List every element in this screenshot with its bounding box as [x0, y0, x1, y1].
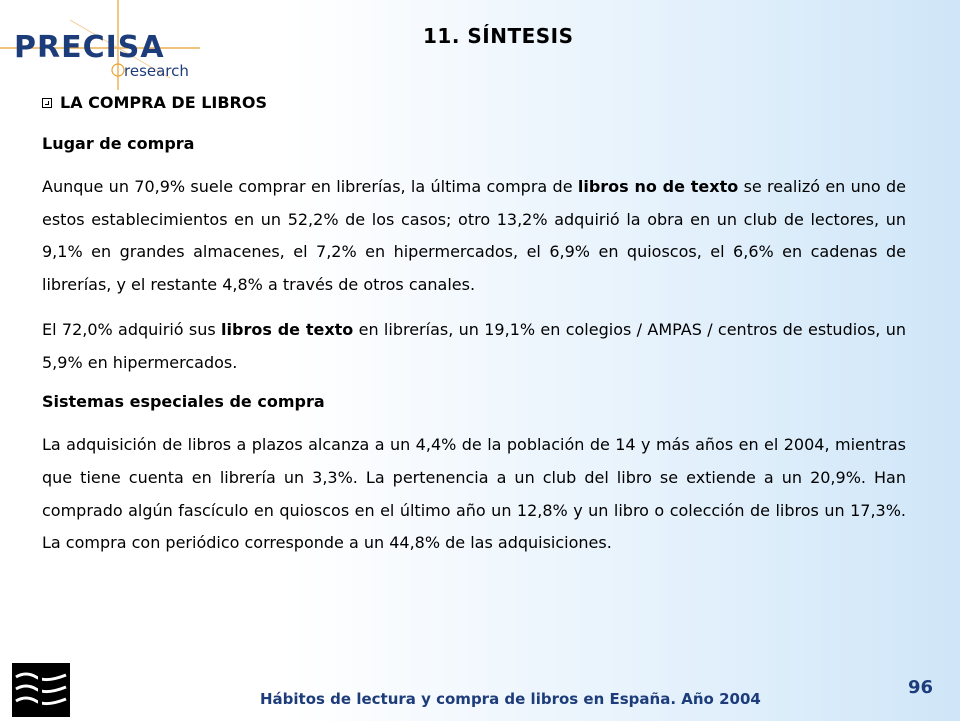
- page-number: 96: [908, 677, 934, 698]
- logo-subtitle: research: [124, 62, 189, 80]
- emphasis-text: libros de texto: [221, 319, 354, 339]
- section-heading-text: LA COMPRA DE LIBROS: [60, 93, 267, 112]
- precisa-research-logo: [0, 0, 210, 90]
- footer-caption: Hábitos de lectura y compra de libros en España. Año 2004: [260, 690, 761, 708]
- main-content: [42, 93, 906, 572]
- paragraph-sistemas-especiales: La adquisición de libros a plazos alcanza a un 4,4% de la población de 14 y más años en el 2004, mientras que tiene cuenta en librería un 3,3%. La pertenencia a un club del libro se extiende a un 20,9%. Han comprado algún fascículo en quioscos en el último año un 12,8% y un libro o colección de libros un 17,3%. La compra con periódico corresponde a un 44,8% de las adquisiciones.: [42, 435, 906, 553]
- emphasis-text: libros no de texto: [577, 177, 739, 196]
- paragraph-libros-de-texto: [42, 314, 906, 379]
- paragraph-text: en librerías, un 19,1% en colegios / AMPAS / centros de estudios, un 5,9% en hipermercados.: [42, 319, 907, 372]
- paragraph-text: se realizó en uno de estos establecimientos en un 52,2% de los casos; otro 13,2% adquirió la obra en un club de lectores, un 9,1% en grandes almacenes, el 7,2% en hipermercados, el 6,9% en quioscos, el 6,6% en cadenas de librerías, y el restante 4,8% a través de otros canales.: [42, 177, 907, 295]
- logo-wordmark: PRECISA: [14, 30, 165, 65]
- paragraph-text: Aunque un 70,9% suele comprar en librerías, la última compra de: [42, 177, 578, 196]
- paragraph-lugar-compra: [42, 171, 906, 302]
- paragraph-text: El 72,0% adquirió sus: [42, 319, 222, 339]
- footer-book-logo-icon: [12, 663, 70, 721]
- checkbox-bullet-icon: [42, 98, 52, 108]
- page-title: 11. SÍNTESIS: [423, 24, 574, 48]
- section-heading: [42, 93, 906, 112]
- subheading-sistemas-especiales: Sistemas especiales de compra: [42, 392, 325, 412]
- subheading-lugar-de-compra: Lugar de compra: [42, 134, 195, 153]
